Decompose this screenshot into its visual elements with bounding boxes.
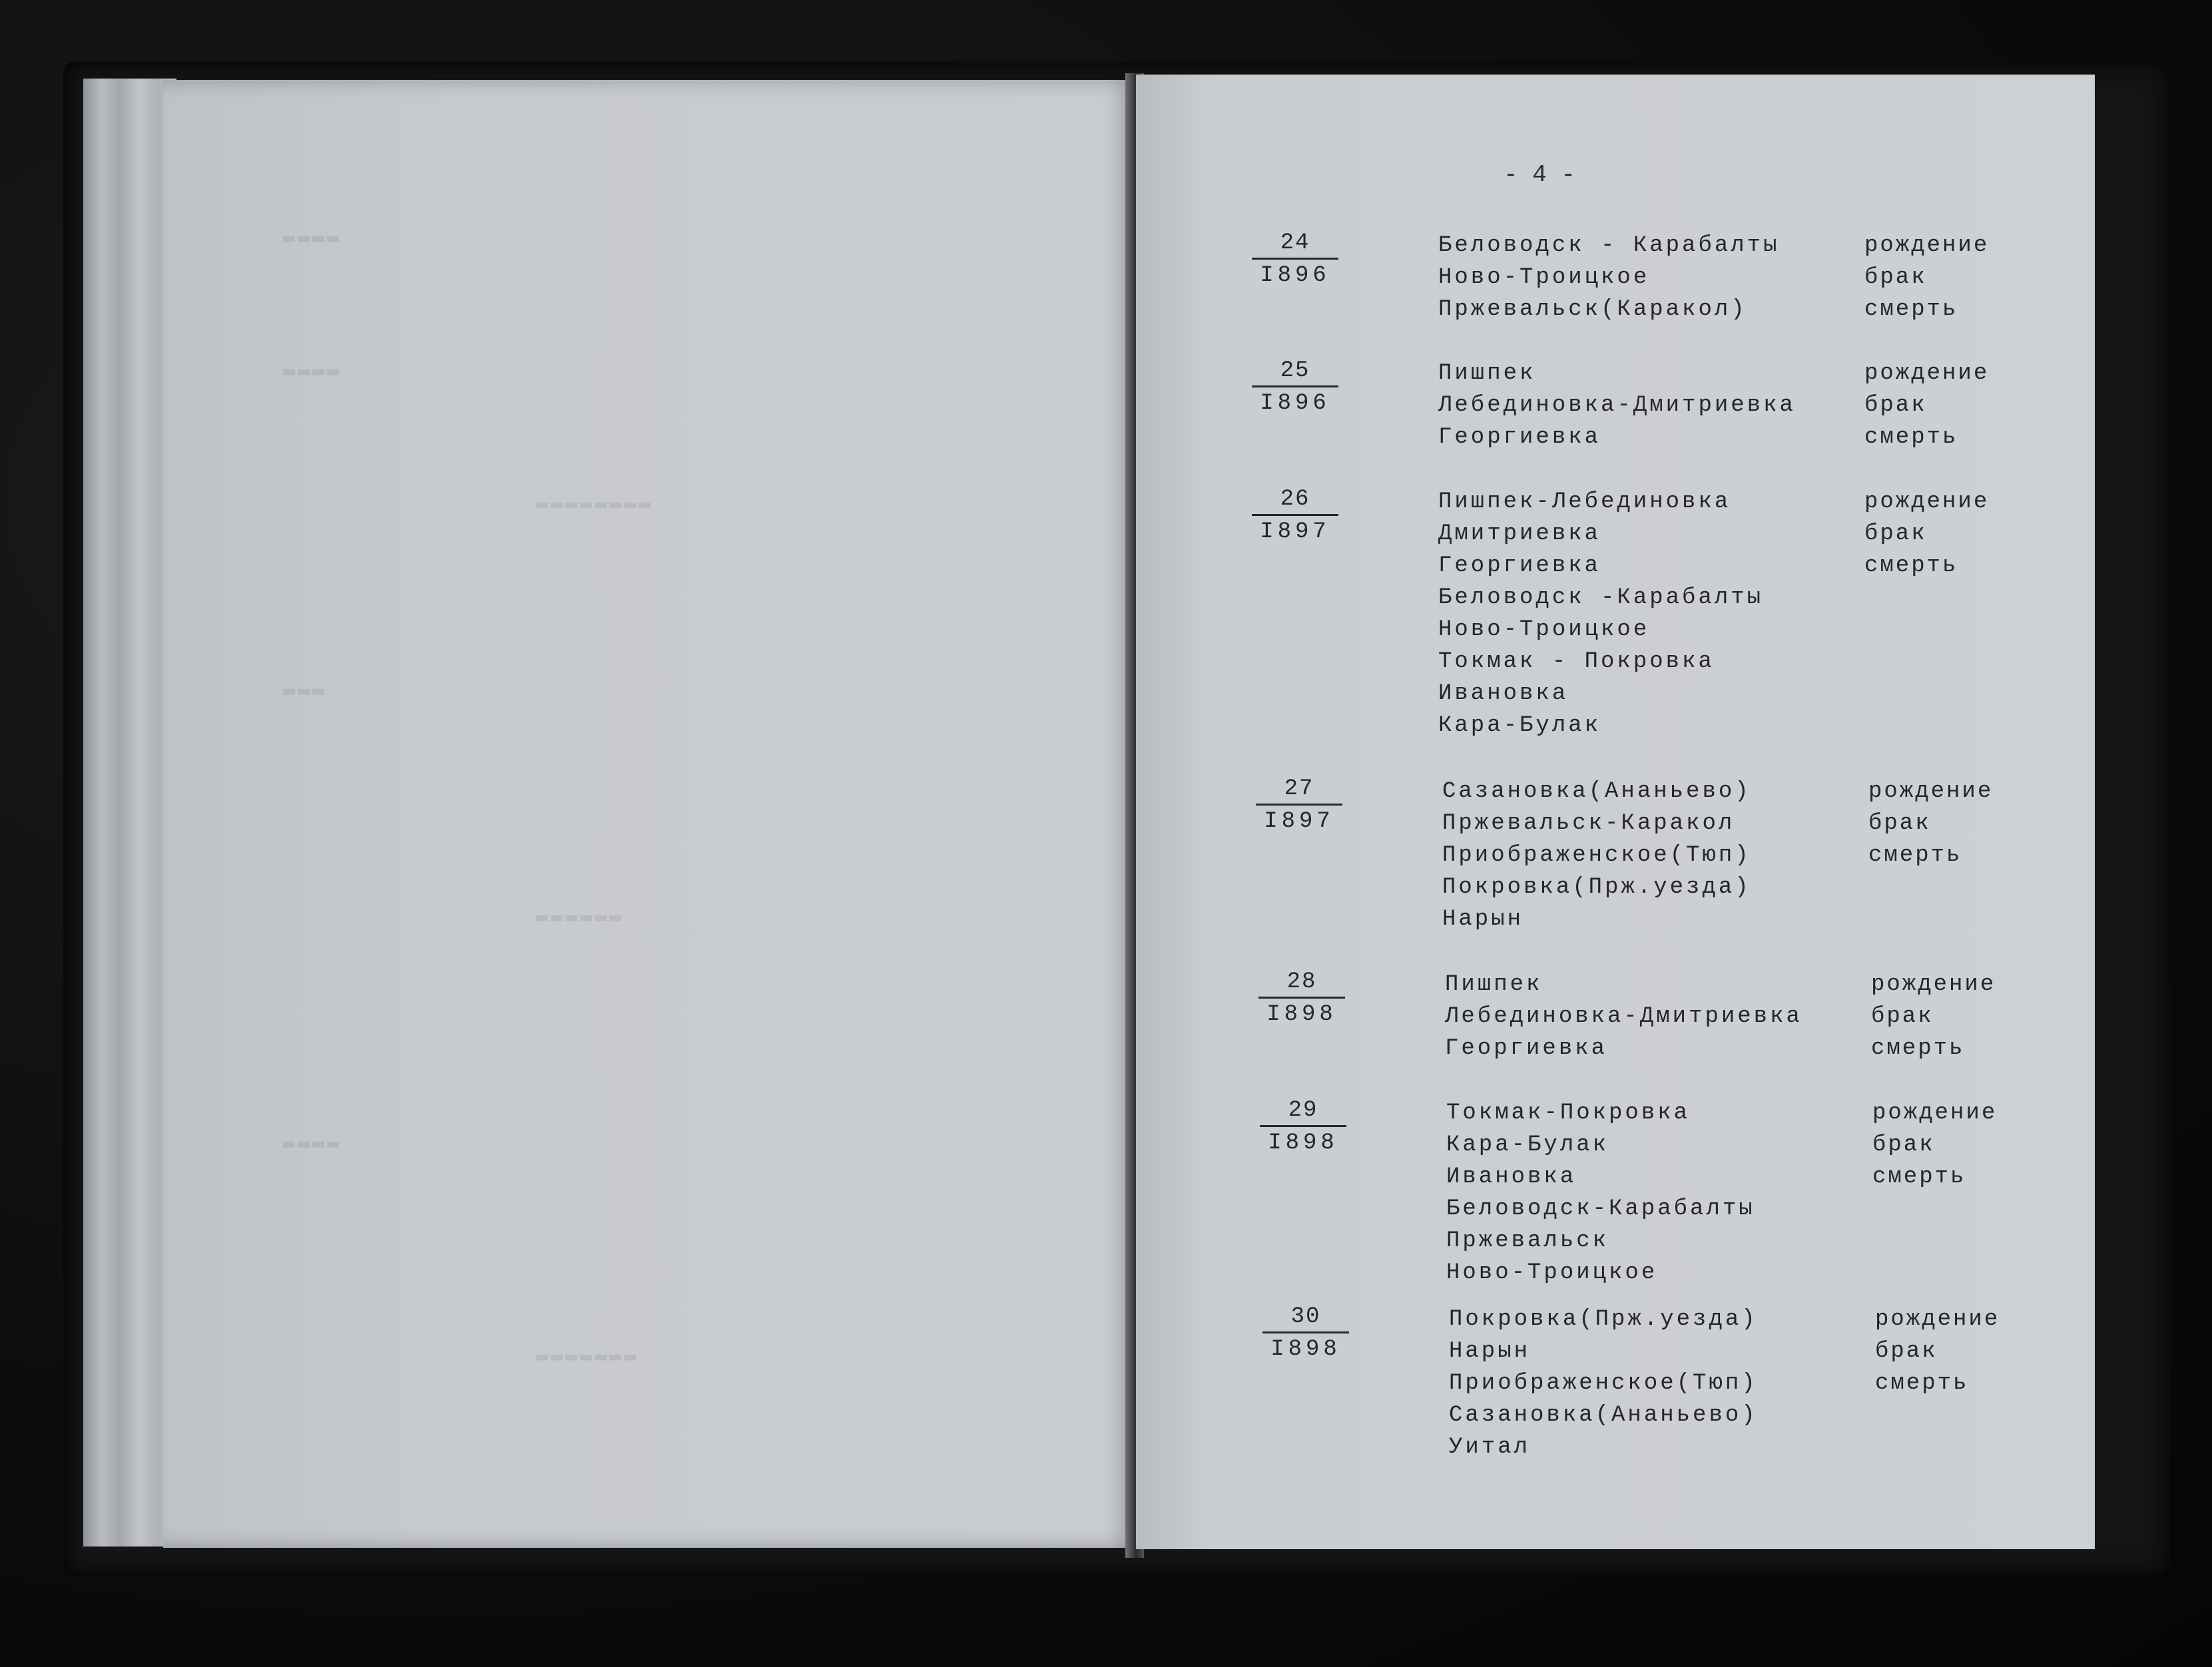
bleedthrough-text: ▬▬▬▬ — [283, 226, 342, 250]
record-type: брак — [1875, 1339, 1938, 1364]
left-page-bleedthrough — [163, 80, 1135, 1548]
record-type: смерть — [1868, 843, 1962, 868]
record-type: смерть — [1864, 297, 1958, 322]
entry-year: I897 — [1264, 809, 1334, 834]
page-edges — [83, 79, 176, 1547]
bleedthrough-text: ▬▬▬▬ — [283, 1132, 342, 1155]
place-list — [1445, 969, 1802, 1065]
record-type: брак — [1864, 393, 1927, 418]
place-name: Покровка(Прж.уезда) — [1449, 1307, 1758, 1332]
place-name: Георгиевка — [1438, 553, 1601, 579]
place-name: Покровка(Прж.уезда) — [1442, 875, 1751, 900]
place-name: Дмитриевка — [1438, 521, 1601, 547]
record-type: брак — [1864, 265, 1927, 290]
entry-number: 25 — [1252, 357, 1338, 387]
record-type: смерть — [1871, 1036, 1965, 1061]
place-name: Пишпек-Лебединовка — [1438, 489, 1731, 515]
entry-number: 27 — [1256, 776, 1342, 806]
record-type: брак — [1868, 811, 1931, 836]
place-name: Лебединовка-Дмитриевка — [1445, 1004, 1802, 1029]
bleedthrough-text: ▬▬▬▬▬▬▬ — [536, 1345, 639, 1368]
entry-year: I897 — [1260, 519, 1330, 545]
record-type: рождение — [1868, 779, 1994, 804]
entry-number: 24 — [1252, 230, 1338, 260]
place-name: Пишпек — [1438, 361, 1536, 386]
place-list — [1442, 776, 1751, 935]
record-type-list — [1864, 230, 1989, 326]
record-type: рождение — [1871, 972, 1996, 997]
entry-year: I896 — [1260, 263, 1330, 288]
place-name: Георгиевка — [1445, 1036, 1608, 1061]
entry-year: I898 — [1268, 1130, 1338, 1156]
record-type: брак — [1864, 521, 1927, 547]
entry-number-block — [1258, 969, 1345, 1028]
entry-number: 28 — [1258, 969, 1345, 999]
place-name: Токмак - Покровка — [1438, 649, 1715, 674]
entry-number: 30 — [1262, 1304, 1349, 1333]
place-name: Беловодск-Карабалты — [1446, 1196, 1755, 1222]
place-name: Ново-Троицкое — [1438, 265, 1650, 290]
bleedthrough-text: ▬▬▬▬▬▬ — [536, 905, 625, 929]
record-type-list — [1864, 357, 1989, 453]
record-type: смерть — [1872, 1164, 1966, 1190]
place-name: Ивановка — [1438, 681, 1569, 706]
place-name: Сазановка(Ананьево) — [1449, 1403, 1758, 1428]
entry-year: I898 — [1270, 1337, 1341, 1362]
place-name: Беловодск -Карабалты — [1438, 585, 1764, 610]
record-type-list — [1871, 969, 1996, 1065]
record-type: брак — [1871, 1004, 1934, 1029]
record-type: рождение — [1872, 1100, 1998, 1126]
place-name: Уитал — [1449, 1435, 1531, 1460]
record-type: рождение — [1875, 1307, 2000, 1332]
record-type: смерть — [1864, 553, 1958, 579]
place-name: Ново-Троицкое — [1438, 617, 1650, 642]
bleedthrough-text: ▬▬▬▬ — [283, 359, 342, 383]
entry-year: I896 — [1260, 391, 1330, 416]
place-name: Пишпек — [1445, 972, 1543, 997]
place-name: Кара-Булак — [1446, 1132, 1609, 1158]
place-name: Кара-Булак — [1438, 713, 1601, 738]
place-name: Георгиевка — [1438, 425, 1601, 450]
page-number: - 4 - — [1504, 161, 1576, 188]
record-type: рождение — [1864, 489, 1990, 515]
place-name: Пржевальск — [1446, 1228, 1609, 1254]
entry-number-block — [1252, 357, 1338, 417]
entry-number-block — [1252, 486, 1338, 545]
bleedthrough-text: ▬▬▬▬▬▬▬▬ — [536, 493, 654, 516]
record-type-list — [1864, 486, 1989, 582]
place-name: Нарын — [1449, 1339, 1531, 1364]
place-name: Приображенское(Тюп) — [1449, 1371, 1758, 1396]
record-type-list — [1875, 1304, 2000, 1399]
entry-number: 29 — [1260, 1097, 1346, 1127]
place-name: Сазановка(Ананьево) — [1442, 779, 1751, 804]
place-list — [1438, 486, 1763, 742]
place-list — [1446, 1097, 1755, 1289]
record-type: брак — [1872, 1132, 1935, 1158]
place-list — [1449, 1304, 1758, 1463]
place-name: Пржевальск-Каракол — [1442, 811, 1735, 836]
record-type: рождение — [1864, 233, 1990, 258]
record-type: рождение — [1864, 361, 1990, 386]
place-name: Беловодск - Карабалты — [1438, 233, 1780, 258]
entry-number-block — [1252, 230, 1338, 289]
record-type: смерть — [1864, 425, 1958, 450]
place-name: Ново-Троицкое — [1446, 1260, 1658, 1286]
record-type: смерть — [1875, 1371, 1969, 1396]
record-type-list — [1868, 776, 1993, 871]
place-name: Приображенское(Тюп) — [1442, 843, 1751, 868]
place-list — [1438, 357, 1796, 453]
entry-year: I898 — [1266, 1002, 1337, 1027]
place-name: Токмак-Покровка — [1446, 1100, 1691, 1126]
place-list — [1438, 230, 1779, 326]
entry-number-block — [1256, 776, 1342, 835]
place-name: Пржевальск(Каракол) — [1438, 297, 1747, 322]
place-name: Лебединовка-Дмитриевка — [1438, 393, 1796, 418]
place-name: Ивановка — [1446, 1164, 1577, 1190]
bleedthrough-text: ▬▬▬ — [283, 679, 328, 702]
place-name: Нарын — [1442, 907, 1524, 932]
entry-number-block — [1260, 1097, 1346, 1156]
entry-number: 26 — [1252, 486, 1338, 516]
record-type-list — [1872, 1097, 1997, 1193]
entry-number-block — [1262, 1304, 1349, 1363]
